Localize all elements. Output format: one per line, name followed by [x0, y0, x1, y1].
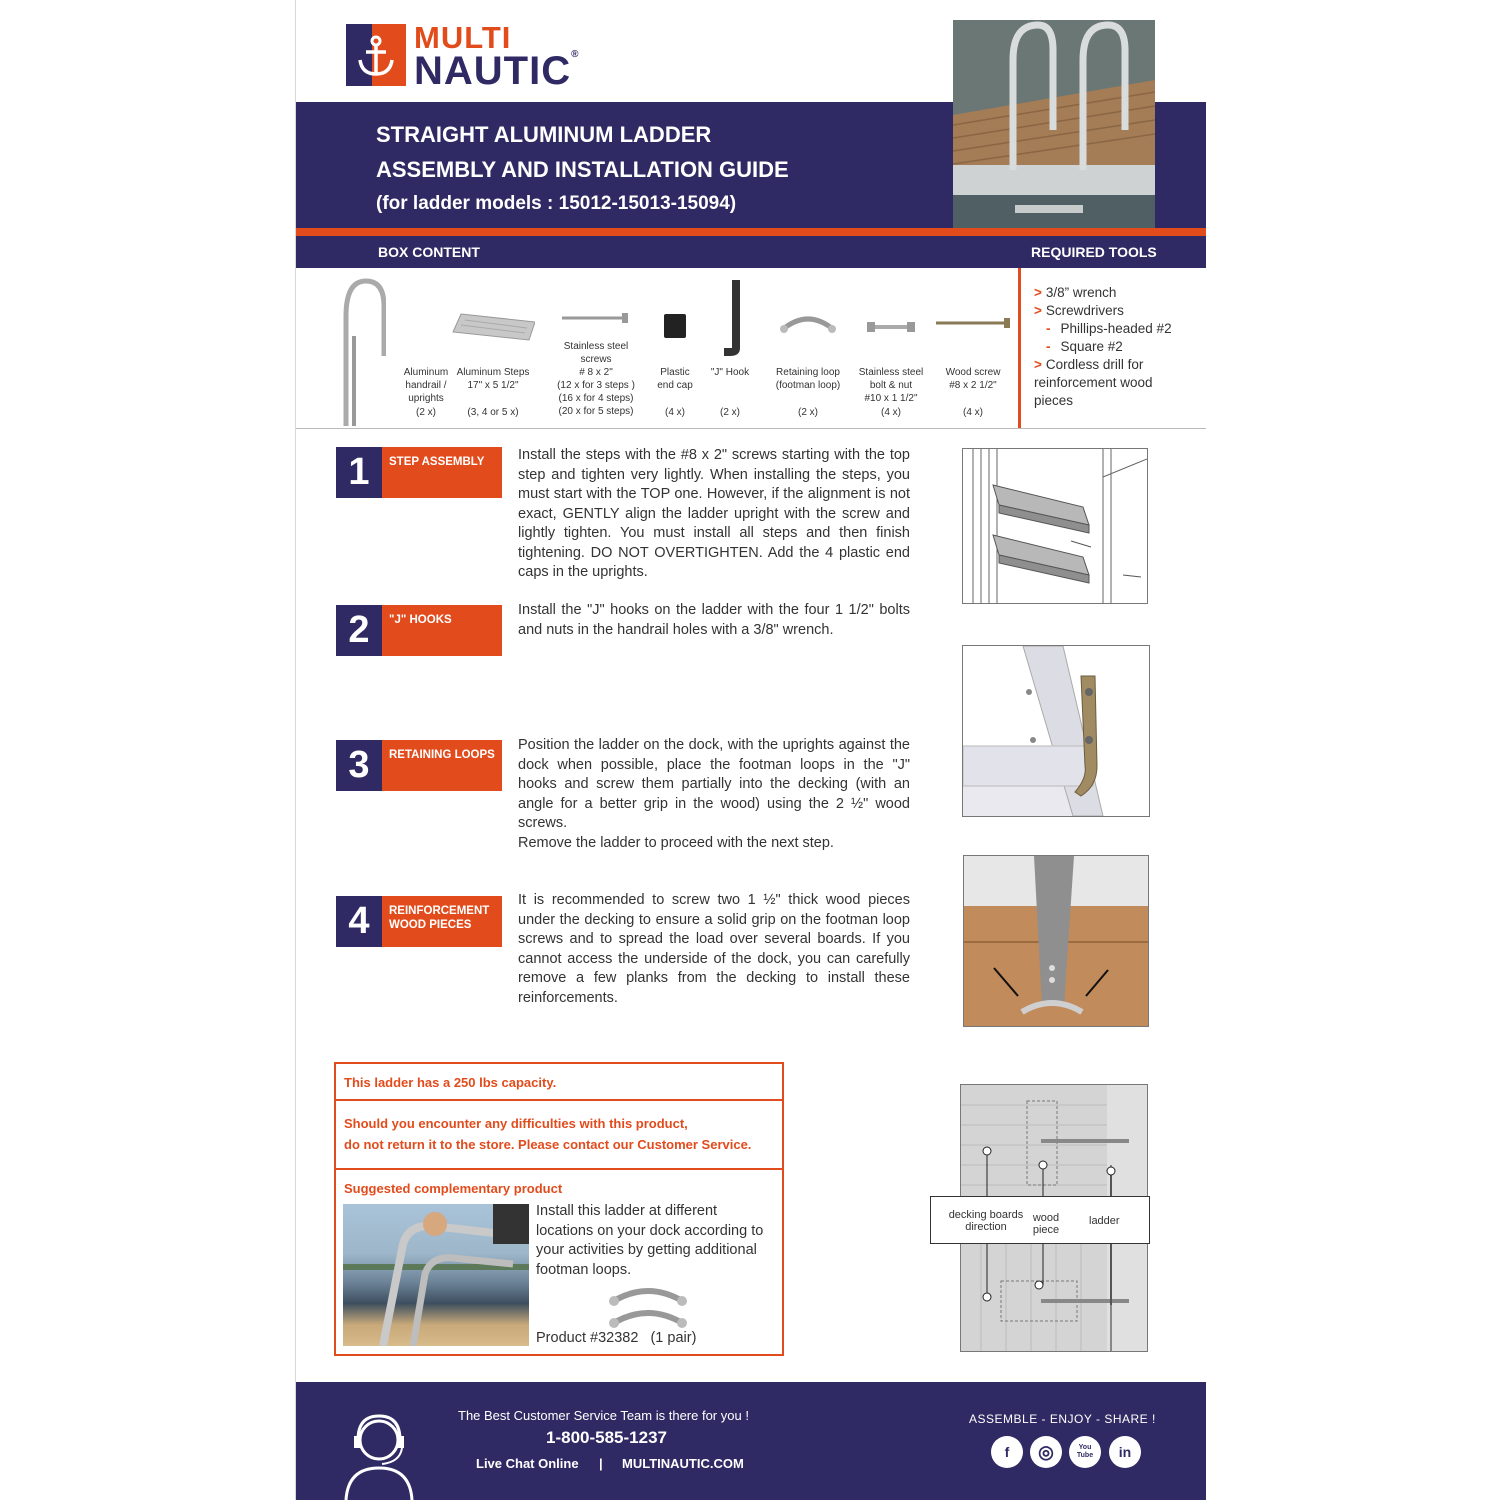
box-item-qty: (4 x) — [665, 407, 685, 418]
j-hook-installation-icon — [963, 646, 1149, 816]
footer-separator: | — [599, 1456, 603, 1471]
info-box — [334, 1062, 784, 1356]
tool-item: > 3/8” wrench — [1034, 285, 1117, 300]
footman-loop-installed-icon — [964, 856, 1148, 1026]
step-badge-3: 3 RETAINING LOOPS — [336, 740, 502, 791]
title-line-1: STRAIGHT ALUMINUM LADDER — [376, 122, 712, 147]
step-assembly-icon — [963, 449, 1147, 603]
screw-icon — [560, 312, 632, 324]
instagram-icon[interactable]: ◎ — [1030, 1436, 1062, 1468]
section-divider — [296, 428, 1206, 429]
footman-loop-icon — [778, 314, 838, 334]
step-2-illustration — [962, 645, 1150, 817]
box-item-retaining-loop — [766, 270, 850, 425]
box-item-qty: (2 x) — [720, 407, 740, 418]
step-icon — [451, 312, 535, 342]
youtube-icon[interactable]: You Tube — [1069, 1436, 1101, 1468]
box-item-screws — [546, 270, 646, 425]
step-1-illustration — [962, 448, 1148, 604]
ladder-carry-photo-icon — [343, 1204, 529, 1346]
suggested-product-text: Install this ladder at different locations on your dock according to your activities by getting additional footman loops. — [536, 1203, 764, 1278]
box-item-j-hook — [704, 270, 756, 425]
required-tools-list — [1034, 284, 1172, 410]
brand-name-line1: MULTI — [414, 20, 512, 55]
customer-service-agent-icon — [344, 1410, 414, 1500]
tool-item-cont: pieces — [1034, 393, 1074, 408]
box-item-wood-screw — [932, 270, 1014, 425]
box-item-label: "J" Hook — [710, 367, 750, 378]
legend-wood-piece: wood piece — [1032, 1212, 1060, 1236]
step-text-4: It is recommended to screw two 1 ½" thick wood pieces under the decking to ensure a solid grip on the footman loop screws and to spread the load over several boards. If you cannot access the underside of the dock, you can carefully remove a few planks from the decking to install these reinforcements. — [518, 892, 910, 1006]
suggested-heading: Suggested complementary product — [344, 1181, 563, 1196]
box-item-end-cap — [650, 270, 700, 425]
product-number: Product #32382 (1 pair) — [536, 1330, 697, 1346]
step-3-photo — [963, 855, 1149, 1027]
instruction-sheet — [295, 0, 1206, 1500]
box-item-bolt-nut — [851, 270, 931, 425]
footer-slogan: ASSEMBLE - ENJOY - SHARE ! — [969, 1412, 1156, 1426]
box-item-label: Plastic end cap — [657, 367, 693, 391]
footer-tagline: The Best Customer Service Team is there for you ! — [458, 1408, 749, 1423]
box-item-qty: (4 x) — [963, 407, 983, 418]
brand-name-line2: NAUTIC® — [414, 49, 580, 93]
box-item-steps — [446, 270, 540, 425]
anchor-icon — [352, 32, 400, 80]
divider-strip — [296, 228, 1206, 236]
bolt-icon — [867, 320, 917, 334]
tool-subitem: - Square #2 — [1046, 339, 1123, 354]
footer-phone[interactable]: 1-800-585-1237 — [546, 1428, 667, 1447]
wood-screw-icon — [934, 318, 1012, 328]
step-badge-4: 4 REINFORCEMENT WOOD PIECES — [336, 896, 502, 947]
box-item-qty: (3, 4 or 5 x) — [467, 407, 519, 418]
tools-divider — [1018, 268, 1021, 428]
box-item-label: Aluminum handrail / uprights — [403, 367, 449, 404]
difficulty-row — [336, 1101, 782, 1170]
section-header-bar — [296, 236, 1206, 268]
box-content-heading: BOX CONTENT — [378, 244, 480, 260]
box-item-label: Stainless steel screws # 8 x 2" (12 x for 3 steps ) (16 x for 4 steps) (20 x for 5 steps) — [557, 341, 635, 417]
tool-item: > Cordless drill for — [1034, 357, 1144, 372]
brand-logo-icon — [346, 24, 406, 86]
footer-bar — [296, 1382, 1206, 1500]
box-item-label: Wood screw #8 x 2 1/2" — [945, 367, 1001, 391]
suggested-product-photo — [343, 1204, 529, 1346]
tool-item-cont: reinforcement wood — [1034, 375, 1153, 390]
footman-loop-pair-icon — [608, 1284, 688, 1330]
box-item-label: Aluminum Steps 17" x 5 1/2" — [456, 367, 530, 391]
box-item-qty: (2 x) — [798, 407, 818, 418]
difficulty-text: Should you encounter any difficulties with this product, do not return it to the store. Please contact our Customer Service. — [344, 1116, 752, 1152]
linkedin-icon[interactable]: in — [1109, 1436, 1141, 1468]
capacity-text: This ladder has a 250 lbs capacity. — [344, 1075, 557, 1090]
website-link[interactable]: MULTINAUTIC.COM — [622, 1456, 744, 1471]
box-item-qty: (4 x) — [881, 407, 901, 418]
box-item-label: Retaining loop (footman loop) — [775, 367, 841, 391]
live-chat-link[interactable]: Live Chat Online — [476, 1456, 579, 1471]
required-tools-heading: REQUIRED TOOLS — [1031, 244, 1157, 260]
step-text-3: Position the ladder on the dock, with the uprights against the dock when possible, place the footman loops in the "J" hooks and screw them partially into the decking (with an angle for a better grip in the wood) using the 2 ½" wood screws. Remove the ladder to proceed with the next step. — [518, 737, 910, 851]
legend-ladder: ladder — [1089, 1215, 1120, 1227]
capacity-row — [336, 1064, 782, 1101]
step-text-2: Install the "J" hooks on the ladder with the four 1 1/2" bolts and nuts in the handrail holes with a 3/8" wrench. — [518, 602, 910, 638]
title-line-3: (for ladder models : 15012-15013-15094) — [376, 193, 737, 214]
tool-subitem: - Phillips-headed #2 — [1046, 321, 1172, 336]
end-cap-icon — [664, 314, 686, 338]
step-badge-2: 2 "J" HOOKS — [336, 605, 502, 656]
legend-decking: decking boards direction — [948, 1209, 1024, 1233]
ladder-photo-icon — [953, 20, 1155, 228]
tool-item: > Screwdrivers — [1034, 303, 1124, 318]
box-item-qty: (2 x) — [416, 407, 436, 418]
step-text-1: Install the steps with the #8 x 2" screws starting with the top step and tighten very lightly. When installing the steps, you must start with the TOP one. However, if the alignment is not exact, GENTLY align the ladder upright with the screw and lightly tighten. You must install all steps and then finish tightening. DO NOT OVERTIGHTEN. Add the 4 plastic end caps in the uprights. — [518, 447, 910, 580]
step-badge-1: 1 STEP ASSEMBLY — [336, 447, 502, 498]
facebook-icon[interactable]: f — [991, 1436, 1023, 1468]
diagram-legend — [930, 1196, 1150, 1244]
j-hook-icon — [720, 278, 744, 358]
title-line-2: ASSEMBLY AND INSTALLATION GUIDE — [376, 157, 789, 182]
ladder-photo — [953, 20, 1155, 228]
box-item-label: Stainless steel bolt & nut #10 x 1 1/2" — [858, 367, 924, 404]
